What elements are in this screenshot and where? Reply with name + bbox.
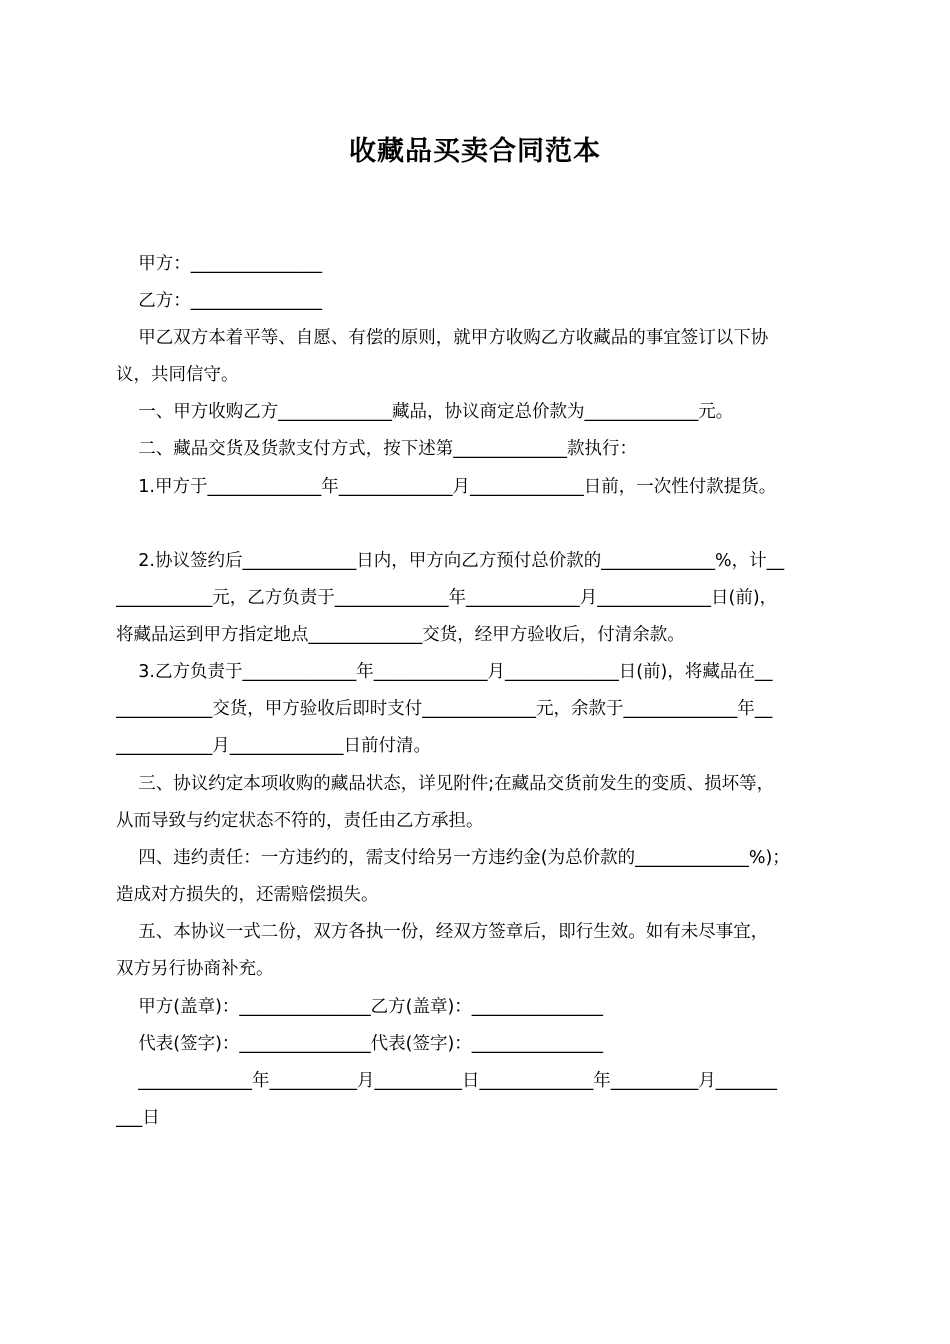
clause-2-line: 二、藏品交货及货款支付方式，按下述第_____________款执行： — [116, 439, 637, 459]
clause-5-line-2: 双方另行协商补充。 — [116, 959, 274, 979]
clause-5-line-1: 五、本协议一式二份，双方各执一份，经双方签章后，即行生效。如有未尽事宜， — [116, 922, 769, 942]
seal-line: 甲方(盖章)：_______________乙方(盖章)：_______________ — [116, 997, 604, 1017]
signature-line: 代表(签字)：_______________代表(签字)：_______________ — [116, 1034, 604, 1054]
document-title: 收藏品买卖合同范本 — [349, 136, 601, 167]
clause-2-option-3-line-1: 3.乙方负责于_____________年_____________月_____________日(前)，将藏品在__ — [116, 662, 773, 682]
clause-2-option-2-line-3: 将藏品运到甲方指定地点_____________交货，经甲方验收后，付清余款。 — [116, 625, 685, 645]
clause-2-option-1-line: 1.甲方于_____________年_____________月_____________日前，一次性付款提货。 — [116, 477, 777, 497]
clause-2-option-3-line-2: ___________交货，甲方验收后即时支付_____________元，余款于_____________年__ — [116, 699, 773, 719]
clause-2-option-2-line-2: ___________元，乙方负责于_____________年_____________月_____________日(前)， — [116, 588, 778, 608]
clause-4-line-2: 造成对方损失的，还需赔偿损失。 — [116, 885, 379, 905]
date-line-2: ___日 — [116, 1108, 160, 1128]
party-a-line: 甲方：_______________ — [116, 254, 323, 274]
clause-2-option-2-line-1: 2.协议签约后_____________日内，甲方向乙方预付总价款的_____________%，计__ — [116, 551, 785, 571]
preamble-line-1: 甲乙双方本着平等、自愿、有偿的原则，就甲方收购乙方收藏品的事宜签订以下协 — [116, 328, 769, 348]
clause-1-line: 一、甲方收购乙方_____________藏品，协议商定总价款为_____________元。 — [116, 402, 734, 422]
party-b-line: 乙方：_______________ — [116, 291, 323, 311]
clause-4-line-1: 四、违约责任：一方违约的，需支付给另一方违约金(为总价款的_____________%)； — [116, 848, 790, 868]
clause-3-line-2: 从而导致与约定状态不符的，责任由乙方承担。 — [116, 811, 484, 831]
date-line-1: _____________年__________月__________日_____________年__________月_______ — [116, 1071, 778, 1091]
clause-3-line-1: 三、协议约定本项收购的藏品状态，详见附件;在藏品交货前发生的变质、损坏等， — [116, 774, 775, 794]
clause-2-option-3-line-3: ___________月_____________日前付清。 — [116, 736, 431, 756]
preamble-line-2: 议，共同信守。 — [116, 365, 239, 385]
